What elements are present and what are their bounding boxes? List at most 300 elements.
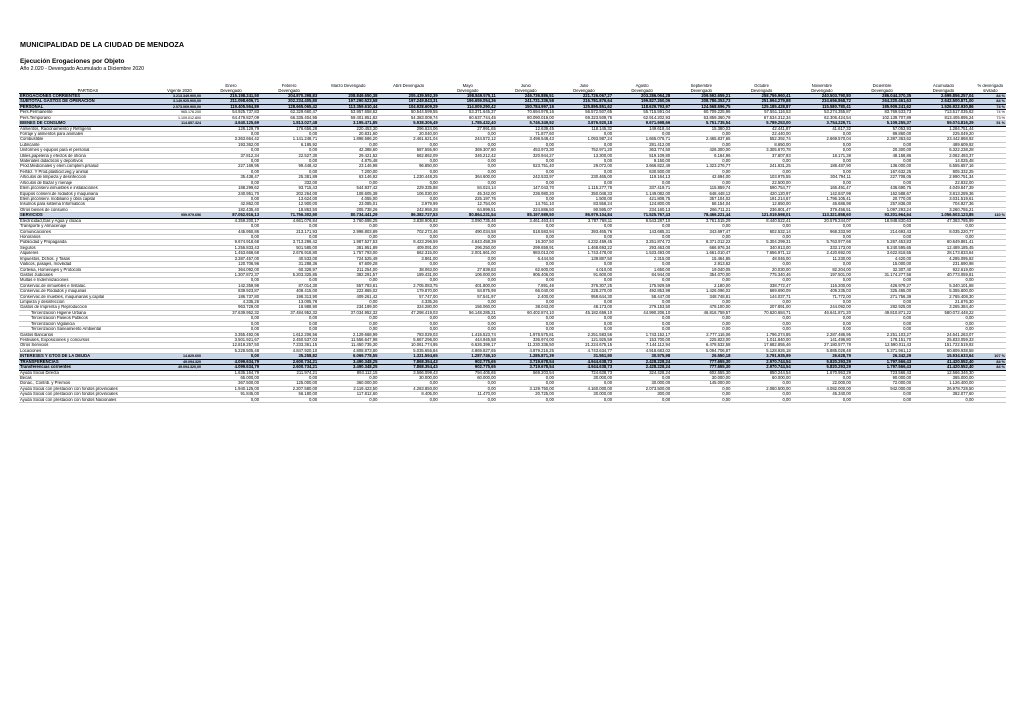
row-label: PERSONAL: [19, 104, 157, 109]
row-month-value: 0,00: [671, 316, 731, 321]
row-month-value: 3.461.463,44: [497, 218, 555, 223]
row-label: Cortesia, Homenajes y Protocolo: [19, 267, 157, 272]
row-month-value: 3.195.471,85: [318, 121, 378, 126]
row-label: Materiales didacticos y deportivos: [19, 159, 157, 164]
row-month-value: 3.979,99: [378, 202, 438, 207]
month-header-feb: Febrero: [281, 84, 297, 88]
row-month-value: 202.264,00: [260, 191, 318, 196]
row-month-value: 222.865,02: [318, 289, 378, 294]
row-month-value: 45.182.659,10: [555, 310, 613, 315]
row-month-value: 86.382.727,53: [378, 213, 438, 218]
row-month-value: 0,00: [318, 375, 378, 380]
row-label: EROGACIONES CORRIENTES: [19, 94, 157, 99]
row-month-value: 1.323.276,77: [671, 164, 731, 169]
row-month-value: 4.335,26: [378, 300, 438, 305]
row-month-value: 296.250,00: [439, 245, 497, 250]
row-acumulado: 0,00: [912, 397, 974, 402]
row-month-value: 0,00: [731, 278, 791, 283]
row-month-value: 8.371.012,22: [671, 240, 731, 245]
row-month-value: 4.335,26: [202, 300, 260, 305]
row-acumulado: 60.809.938,58: [912, 348, 974, 353]
row-month-value: 5.267.453,83: [852, 240, 912, 245]
row-month-value: 47.298.419,03: [378, 310, 438, 315]
row-month-value: 211.254,00: [318, 267, 378, 272]
row-month-value: 63.146,92: [318, 175, 378, 180]
row-month-value: 408.415,00: [260, 289, 318, 294]
row-month-value: 37.484.952,32: [260, 310, 318, 315]
row-month-value: 3.876.920,18: [555, 121, 613, 126]
row-month-value: 0,00: [439, 278, 497, 283]
row-month-value: 69.323.509,76: [555, 115, 613, 120]
row-month-value: 2.428.228,24: [613, 365, 671, 370]
row-label: Conservac.de muebles, maquinarias y.capital: [19, 294, 157, 299]
row-month-value: 11.470,00: [439, 392, 497, 397]
row-month-value: 777.655,30: [671, 359, 731, 364]
row-month-value: 66.335.404,95: [260, 115, 318, 120]
row-month-value: 0,00: [202, 327, 260, 332]
row-percentage: 74 %: [975, 110, 1006, 115]
row-month-value: 0,00: [555, 381, 613, 386]
row-vigente: 49.094.320: [157, 359, 202, 364]
row-month-value: 0,00: [792, 131, 852, 136]
row-month-value: 0,00: [671, 386, 731, 391]
row-month-value: 544.937,42: [318, 186, 378, 191]
row-label: Gastos Judiciales: [19, 272, 157, 277]
row-month-value: 147.043,70: [497, 186, 555, 191]
row-month-value: 4.869.827,65: [439, 348, 497, 353]
row-month-value: 18.988,90: [260, 305, 318, 310]
row-month-value: 1.285.871,39: [497, 354, 555, 359]
row-month-value: 11.230,00: [792, 256, 852, 261]
row-month-value: 56.180,00: [260, 392, 318, 397]
row-month-value: 208.786.353,73: [671, 99, 731, 104]
row-month-value: 15.380,03: [671, 126, 731, 131]
row-month-value: 1.796.274,85: [731, 332, 791, 337]
row-month-value: 234.199,00: [318, 305, 378, 310]
row-month-value: 230.465,00: [555, 175, 613, 180]
row-month-value: 211.098.606,71: [202, 99, 260, 104]
row-month-value: 293.463,00: [613, 245, 671, 250]
row-month-value: 587.555,90: [378, 148, 438, 153]
row-month-value: 205.738,26: [318, 207, 378, 212]
row-acumulado: 3.813.289,36: [912, 191, 974, 196]
row-month-value: 0,00: [318, 327, 378, 332]
row-month-value: 0,00: [497, 375, 555, 380]
row-month-value: 363.774,50: [613, 148, 671, 153]
row-month-value: 666.976,34: [671, 245, 731, 250]
row-month-value: 0,00: [613, 321, 671, 326]
row-month-value: 5.035.655,84: [378, 348, 438, 353]
row-month-value: 0,00: [852, 327, 912, 332]
row-label: Articulos de Bazar y menaje: [19, 180, 157, 185]
row-acumulado: 225.049,20: [912, 131, 974, 136]
row-label: Equipos conserv.de rodados y maquinaria: [19, 191, 157, 196]
row-month-value: 125.895.851,62: [555, 104, 613, 109]
row-month-value: 0,00: [792, 300, 852, 305]
row-month-value: 0,00: [497, 316, 555, 321]
row-month-value: 5.667.296,00: [378, 337, 438, 342]
row-month-value: 42.862,00: [202, 202, 260, 207]
row-acumulado: 3.031.519,61: [912, 197, 974, 202]
row-acumulado: 1.056.503.123,85: [912, 213, 974, 218]
row-month-value: 213.171,93: [260, 229, 318, 234]
row-month-value: 1.115.277,78: [555, 186, 613, 191]
row-label: Honorarios: [19, 234, 157, 239]
row-label: Combustible: [19, 137, 157, 142]
row-month-value: 42.694,00: [671, 175, 731, 180]
row-month-value: 3.760.698,25: [318, 218, 378, 223]
row-acumulado: 41.420.552,40: [912, 365, 974, 370]
row-month-value: 149.618,44: [613, 126, 671, 131]
document-subtitle: Ejecución Erogaciones por Objeto: [20, 58, 125, 65]
row-month-value: 0,00: [731, 169, 791, 174]
row-month-value: 20.831,60: [318, 131, 378, 136]
row-month-value: 3.305.670,78: [731, 148, 791, 153]
row-month-value: 382.291,57: [318, 272, 378, 277]
row-month-value: 199.827.260,06: [613, 99, 671, 104]
row-acumulado: 0,00: [912, 316, 974, 321]
row-month-value: 4.082.000,00: [792, 386, 852, 391]
row-label: Gastos Bancarios: [19, 332, 157, 337]
row-month-value: 90.000,00: [852, 375, 912, 380]
row-month-value: 376.307,25: [555, 283, 613, 288]
row-label: Limpieza y desinfeccion: [19, 300, 157, 305]
row-month-value: 3.387.457,00: [202, 256, 260, 261]
row-month-value: 0,00: [497, 234, 555, 239]
row-label: Tercerizacion Saneamiento Ambiental: [19, 327, 157, 332]
row-month-value: 0,00: [318, 300, 378, 305]
row-month-value: 2.060.500,00: [731, 386, 791, 391]
row-month-value: 669.690,09: [731, 289, 791, 294]
row-month-value: 282.925,00: [852, 305, 912, 310]
row-percentage: 73 %: [975, 115, 1006, 120]
row-month-value: 1.307.872,37: [202, 272, 260, 277]
row-month-value: 6.543.287,10: [613, 218, 671, 223]
row-month-value: 78.466.221,44: [671, 213, 731, 218]
row-month-value: 63.859.360,79: [671, 115, 731, 120]
row-month-value: 1.796.105,41: [792, 197, 852, 202]
document-period: Año 2.020 - Devengado Acumulado a Diciembre 2020: [20, 66, 145, 72]
row-month-value: 182.435,40: [202, 207, 260, 212]
row-acumulado: 6.555.657,16: [912, 164, 974, 169]
row-month-value: 1.533.493,00: [613, 251, 671, 256]
row-month-value: 299.659,91: [497, 245, 555, 250]
row-month-value: 0,00: [792, 159, 852, 164]
row-month-value: 2.676.918,80: [260, 251, 318, 256]
acumulado-sub: Devengado: [912, 89, 974, 94]
row-month-value: 3.566.099,43: [378, 370, 438, 375]
row-month-value: 0,00: [671, 159, 731, 164]
row-label: INTERESES Y GTOS DE LA DEUDA: [19, 354, 157, 359]
row-month-value: 0,00: [439, 234, 497, 239]
row-month-value: 37.812,34: [202, 153, 260, 158]
row-month-value: 346.212,42: [439, 153, 497, 158]
row-acumulado: 1.126.400,00: [912, 381, 974, 386]
row-month-value: 18.948.830,63: [852, 218, 912, 223]
row-month-value: 1.287.746,10: [439, 354, 497, 359]
row-month-value: 29.072,00: [555, 164, 613, 169]
row-month-value: 333.173,00: [792, 245, 852, 250]
row-month-value: 0,00: [439, 397, 497, 402]
row-percentage: 110 %: [975, 213, 1006, 218]
row-month-value: 4.232.459,45: [555, 240, 613, 245]
row-month-value: 23.085,01: [318, 202, 378, 207]
row-month-value: 0,00: [260, 278, 318, 283]
row-month-value: 0,00: [318, 397, 378, 402]
row-acumulado: 23.442.868,92: [912, 137, 974, 142]
row-month-value: 196.659.054,36: [439, 99, 497, 104]
row-acumulado: 6.322.238,28: [912, 148, 974, 153]
row-month-value: 0,00: [852, 159, 912, 164]
row-acumulado: 2.765.408,30: [912, 294, 974, 299]
row-acumulado: 21.676,30: [912, 300, 974, 305]
row-vigente: 965.176.200: [157, 110, 202, 115]
row-month-value: 9.150,00: [613, 159, 671, 164]
row-month-value: 0,00: [439, 316, 497, 321]
row-month-value: 724.638,73: [555, 370, 613, 375]
row-month-value: 0,00: [497, 224, 555, 229]
row-month-value: 3.719.678,54: [497, 365, 555, 370]
row-month-value: 0,00: [318, 316, 378, 321]
row-month-value: 0,00: [671, 327, 731, 332]
row-label: Transporte y Almacenaje: [19, 224, 157, 229]
row-label: Multas e Indemnizaciones: [19, 278, 157, 283]
month-sub-dec: Devengado: [852, 89, 912, 94]
row-month-value: 3.090.735,46: [439, 218, 497, 223]
row-month-value: 4.010,00: [555, 267, 613, 272]
row-label: Festivales, Exposiciones y concursos: [19, 337, 157, 342]
row-label: Pers.Permanente: [19, 110, 157, 115]
month-header-mar: Marzo Devengado: [331, 84, 366, 88]
row-month-value: 102.139.707,89: [852, 115, 912, 120]
row-month-value: 5.885.028,48: [792, 348, 852, 353]
row-month-value: 296.624,06: [378, 126, 438, 131]
row-month-value: 71.772,00: [792, 294, 852, 299]
row-month-value: 41.617,32: [792, 126, 852, 131]
row-month-value: 4.808.873,80: [318, 348, 378, 353]
row-percentage: 84 %: [975, 94, 1006, 99]
row-label: Conservac.de inmuebles e Instalac.: [19, 283, 157, 288]
row-month-value: 12.754,00: [439, 202, 497, 207]
row-month-value: 11.450.735,30: [318, 343, 378, 348]
row-month-value: 409.235,03: [792, 289, 852, 294]
row-month-value: 1.743.152,17: [613, 332, 671, 337]
row-month-value: 0,00: [260, 327, 318, 332]
row-vigente: 14.829.600: [157, 354, 202, 359]
row-month-value: 0,00: [378, 278, 438, 283]
row-month-value: 958.644,30: [555, 294, 613, 299]
row-month-value: 143.685,31: [613, 229, 671, 234]
row-month-value: 11.230.336,50: [497, 343, 555, 348]
row-month-value: 1.898.586,20: [318, 137, 378, 142]
row-month-value: 56.148.285,21: [439, 310, 497, 315]
row-month-value: 0,00: [555, 131, 613, 136]
row-month-value: 20.725,00: [497, 392, 555, 397]
row-month-value: 2.073.500,00: [613, 386, 671, 391]
row-month-value: 2.600.734,21: [260, 359, 318, 364]
row-month-value: 0,00: [439, 180, 497, 185]
row-acumulado: 41.420.552,40: [912, 359, 974, 364]
row-acumulado: 2.642.500.871,00: [912, 99, 974, 104]
row-month-value: 166.491,47: [792, 186, 852, 191]
row-month-value: 393.465,76: [555, 229, 613, 234]
row-month-value: 0,00: [792, 169, 852, 174]
row-month-value: 963.729,00: [202, 305, 260, 310]
row-month-value: 286.044.370,35: [852, 94, 912, 99]
row-month-value: 118.629.793,97: [613, 104, 671, 109]
row-month-value: 324.280,00: [378, 305, 438, 310]
row-month-value: 234.160,13: [613, 207, 671, 212]
row-month-value: 279.153,50: [613, 305, 671, 310]
row-month-value: 0,00: [318, 321, 378, 326]
row-month-value: 3.251.874,72: [613, 240, 671, 245]
row-month-value: 0,00: [731, 381, 791, 386]
row-month-value: 20.300,00: [852, 148, 912, 153]
row-acumulado: 231.690,98: [912, 262, 974, 267]
row-month-value: 0,00: [613, 278, 671, 283]
row-month-value: 0,00: [439, 142, 497, 147]
row-month-value: 0,00: [555, 316, 613, 321]
row-month-value: 381.951,89: [318, 245, 378, 250]
row-month-value: 2.251.103,27: [852, 332, 912, 337]
row-month-value: 7.200,00: [318, 169, 378, 174]
row-acumulado: 1.526.922.930,86: [912, 104, 974, 109]
row-month-value: 0,00: [439, 169, 497, 174]
row-month-value: 337.419,71: [613, 186, 671, 191]
row-month-value: 0,00: [613, 262, 671, 267]
row-vigente: [157, 397, 202, 402]
row-month-value: 0,00: [671, 131, 731, 136]
row-month-value: 65.000,00: [202, 375, 260, 380]
row-month-value: 0,00: [731, 397, 791, 402]
row-month-value: 0,00: [792, 148, 852, 153]
row-month-value: 13.005,78: [260, 300, 318, 305]
row-label: Conservac.de Rodados y maquinas: [19, 289, 157, 294]
row-month-value: 0,00: [202, 180, 260, 185]
row-month-value: 207.891,00: [731, 305, 791, 310]
month-sub-oct: Devengado: [731, 89, 791, 94]
row-month-value: 0,00: [555, 142, 613, 147]
acumulado-header: Acumulado: [932, 84, 954, 88]
row-month-value: 0,00: [555, 224, 613, 229]
row-month-value: 1.097.293,24: [852, 207, 912, 212]
row-month-value: 83.558,24: [555, 202, 613, 207]
row-month-value: 0,00: [260, 148, 318, 153]
row-label: SUBTOTAL GASTOS DE OPERACION: [19, 99, 157, 104]
row-month-value: 4.643.458,39: [439, 240, 497, 245]
row-percentage: 74 %: [975, 104, 1006, 109]
row-month-value: 2.600.734,21: [260, 365, 318, 370]
row-label: Forraje y alimentos para animales: [19, 131, 157, 136]
row-acumulado: 47.363.785,99: [912, 218, 974, 223]
row-month-value: 300,00: [613, 392, 671, 397]
row-month-value: 120.706,96: [202, 262, 260, 267]
row-month-value: 1.987.527,53: [318, 240, 378, 245]
row-month-value: 211.974,21: [260, 370, 318, 375]
row-month-value: 214.693,43: [852, 229, 912, 234]
row-month-value: 0,00: [497, 159, 555, 164]
row-acumulado: 12.489.185,45: [912, 245, 974, 250]
row-label: SERVICIOS: [19, 213, 157, 218]
row-percentage: 107 %: [975, 354, 1006, 359]
row-acumulado: 3.265.384,40: [912, 305, 974, 310]
row-month-value: 6.164,96: [671, 153, 731, 158]
row-month-value: 48.158,86: [852, 153, 912, 158]
row-month-value: 10.061.774,95: [378, 343, 438, 348]
row-month-value: 0,00: [439, 321, 497, 326]
row-month-value: 0,00: [439, 224, 497, 229]
month-header-dec: Diciembre: [872, 84, 892, 88]
row-label: Ayuda Social con prestacion con fondos Nacionales: [19, 397, 157, 402]
row-month-value: 2.315,00: [613, 256, 671, 261]
row-month-value: 80.090.019,00: [497, 115, 555, 120]
row-vigente: 49.094.320,00: [157, 365, 202, 370]
row-month-value: 72.000,00: [852, 381, 912, 386]
row-label: Tercerizacion Higiene Urbana: [19, 310, 157, 315]
row-month-value: 0,00: [555, 327, 613, 332]
row-label: Elem.p/conserv. mobiliario y obra capital: [19, 197, 157, 202]
row-month-value: 0,00: [852, 392, 912, 397]
row-month-value: 0,00: [852, 234, 912, 239]
row-month-value: 7.868.354,43: [378, 365, 438, 370]
row-month-value: 85.197.989,50: [497, 213, 555, 218]
row-month-value: 48.173,00: [555, 305, 613, 310]
row-month-value: 80.734.441,29: [318, 213, 378, 218]
row-month-value: 2.180,00: [671, 283, 731, 288]
row-month-value: 20.770,00: [852, 197, 912, 202]
row-label: Uniformes y equipos para el personal: [19, 148, 157, 153]
row-month-value: 1.743.478,00: [555, 251, 613, 256]
row-month-value: 57.551.116,53: [731, 110, 791, 115]
row-month-value: 409.091,00: [378, 245, 438, 250]
row-month-value: 20.030,00: [731, 267, 791, 272]
row-month-value: 80.864.231,54: [439, 213, 497, 218]
row-month-value: 27.839,83: [439, 267, 497, 272]
row-month-value: 0,00: [671, 392, 731, 397]
row-month-value: 7.233.361,15: [260, 343, 318, 348]
row-month-value: 257.836,00: [852, 202, 912, 207]
row-month-value: 0,00: [555, 300, 613, 305]
row-month-value: 0,00: [260, 234, 318, 239]
row-month-value: 2.207.580,00: [260, 386, 318, 391]
row-month-value: 0,00: [318, 278, 378, 283]
row-month-value: 0,00: [555, 397, 613, 402]
row-month-value: 20.040,00: [378, 131, 438, 136]
row-month-value: 175.929,59: [613, 283, 671, 288]
row-month-value: 552.392,74: [731, 137, 791, 142]
row-month-value: 0,00: [378, 169, 438, 174]
row-label: Insumos para sistema Informaticos: [19, 202, 157, 207]
row-month-value: 106.030,00: [378, 191, 438, 196]
row-month-value: 15.000,00: [852, 262, 912, 267]
row-month-value: 0,00: [439, 131, 497, 136]
row-month-value: 0,00: [202, 169, 260, 174]
row-month-value: 3.713.296,42: [260, 240, 318, 245]
row-month-value: 26.550,18: [671, 354, 731, 359]
month-sub-aug: Devengado: [613, 89, 671, 94]
row-month-value: 242.533,97: [497, 175, 555, 180]
row-month-value: 205.439.592,39: [378, 94, 438, 99]
row-month-value: 258.756.960,41: [731, 94, 791, 99]
row-month-value: 2.705.083,75: [378, 283, 438, 288]
row-month-value: 57.053,93: [852, 126, 912, 131]
row-month-value: 0,00: [731, 392, 791, 397]
row-month-value: 0,00: [731, 321, 791, 326]
row-month-value: 26.628,79: [792, 354, 852, 359]
row-month-value: 84.944,00: [613, 272, 671, 277]
row-month-value: 179.870,00: [378, 289, 438, 294]
row-month-value: 0,00: [260, 397, 318, 402]
